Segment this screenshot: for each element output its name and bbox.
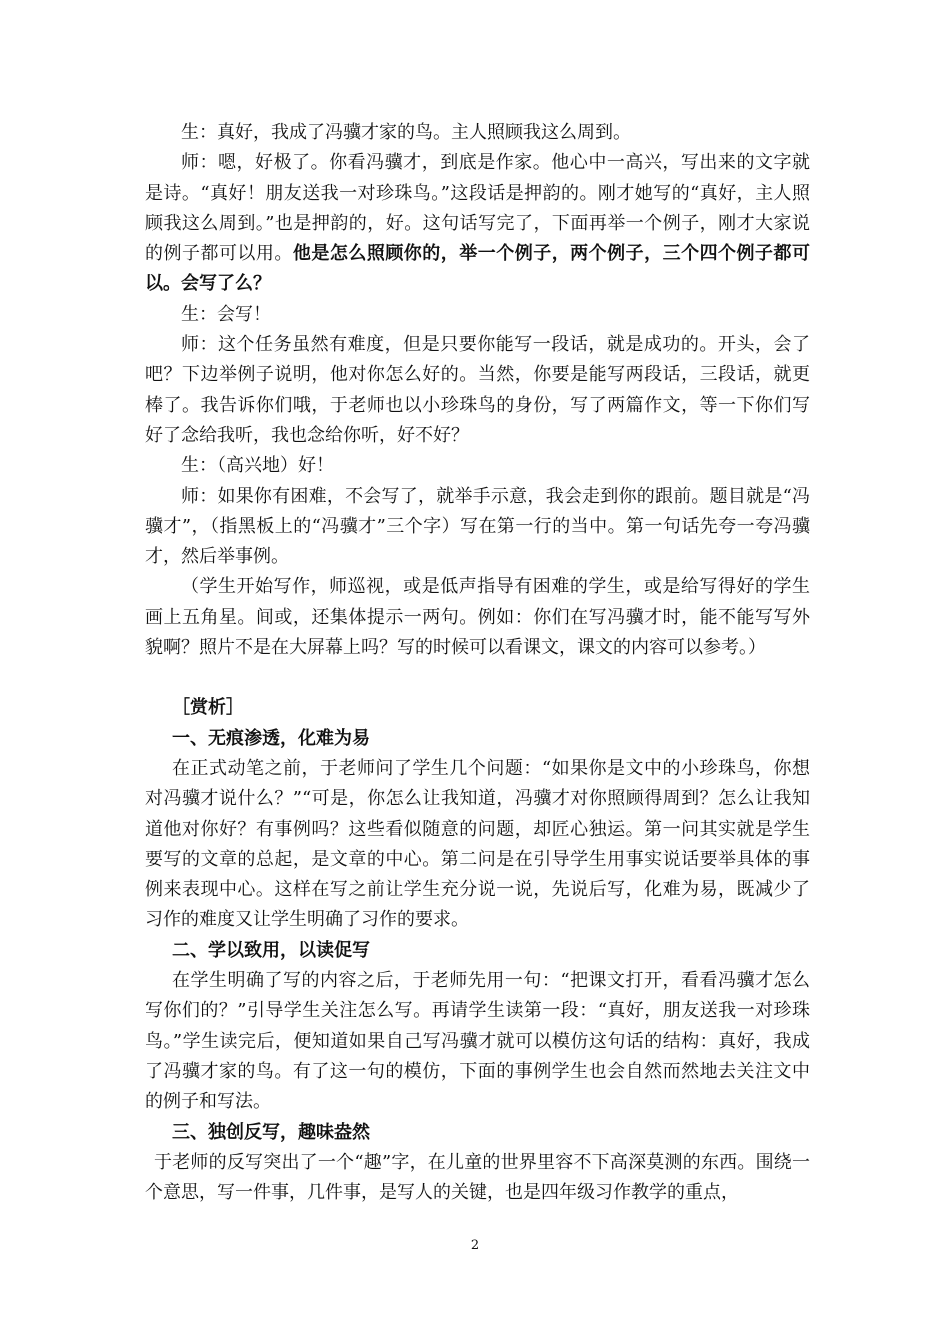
dialogue-teacher-1-text: 师：嗯，好极了。你看冯骥才，到底是作家。他心中一高兴，写出来的文字就是诗。“真好！朋友送我一对珍珠鸟。”这段话是押韵的。刚才她写的“真好，主人照顾我这么周到。”也是押韵的，好。这句话写完了，下面再举一个例子，刚才大家说的例子都可以用。 xyxy=(145,152,810,265)
dialogue-student-3: 生：（高兴地）好！ xyxy=(181,455,334,477)
analysis-paragraph-1: 在正式动笔之前，于老师问了学生几个问题：“如果你是文中的小珍珠鸟，你想对冯骥才说什么？”“可是，你怎么让我知道，冯骥才对你照顾得周到？怎么让我知道他对你好？有事例吗？这些看似随意的问题，却匠心独运。第一问其实就是学生要写的文章的总起，是文章的中心。第二问是在引导学生用事实说话要举具体的事例来表现中心。这样在写之前让学生充分说一说，先说后写，化难为易，既减少了习作的难度又让学生明确了习作的要求。 xyxy=(145,757,810,931)
dialogue-student-1: 生：真好，我成了冯骥才家的鸟。主人照顾我这么周到。 xyxy=(181,122,631,143)
page-number: 2 xyxy=(470,1238,480,1253)
analysis-heading-3: 三、独创反写，趣味盎然 xyxy=(172,1121,370,1143)
analysis-heading-1: 一、无痕渗透，化难为易 xyxy=(172,727,370,749)
analysis-title: ［赏析］ xyxy=(172,697,244,719)
dialogue-teacher-2: 师：这个任务虽然有难度，但是只要你能写一段话，就是成功的。开头，会了吧？下边举例子说明，他对你怎么好的。当然，你要是能写两段话，三段话，就更棒了。我告诉你们哦，于老师也以小珍珠鸟的身份，写了两篇作文，等一下你们写好了念给我听，我也念给你听，好不好？ xyxy=(145,334,810,446)
dialogue-teacher-3: 师：如果你有困难，不会写了，就举手示意，我会走到你的跟前。题目就是“冯骥才”，（指黑板上的“冯骥才”三个字）写在第一行的当中。第一句话先夸一夸冯骥才，然后举事例。 xyxy=(145,485,810,568)
analysis-paragraph-2: 在学生明确了写的内容之后，于老师先用一句：“把课文打开，看看冯骥才怎么写你们的？”引导学生关注怎么写。再请学生读第一段：“真好，朋友送我一对珍珠鸟。”学生读完后，便知道如果自己写冯骥才就可以模仿这句话的结构：真好，我成了冯骥才家的鸟。有了这一句的模仿，下面的事例学生也会自然而然地去关注文中的例子和写法。 xyxy=(145,970,810,1113)
dialogue-teacher-1-bold: 他是怎么照顾你的，举一个例子，两个例子，三个四个例子都可以。会写了么？ xyxy=(145,243,811,295)
analysis-heading-2: 二、学以致用，以读促写 xyxy=(172,939,370,961)
dialogue-student-2: 生：会写！ xyxy=(181,303,271,325)
dialogue-teacher-1 xyxy=(145,148,810,299)
analysis-paragraph-3: 于老师的反写突出了一个“趣”字，在儿童的世界里容不下高深莫测的东西。围绕一个意思，写一件事，几件事，是写人的关键，也是四年级习作教学的重点， xyxy=(145,1151,810,1204)
page-content xyxy=(145,118,810,1208)
section-gap xyxy=(145,663,810,693)
stage-direction: （学生开始写作，师巡视，或是低声指导有困难的学生，或是给写得好的学生画上五角星。间或，还集体提示一两句。例如：你们在写冯骥才时，能不能写写外貌啊？照片不是在大屏幕上吗？写的时候可以看课文，课文的内容可以参考。） xyxy=(145,576,810,659)
